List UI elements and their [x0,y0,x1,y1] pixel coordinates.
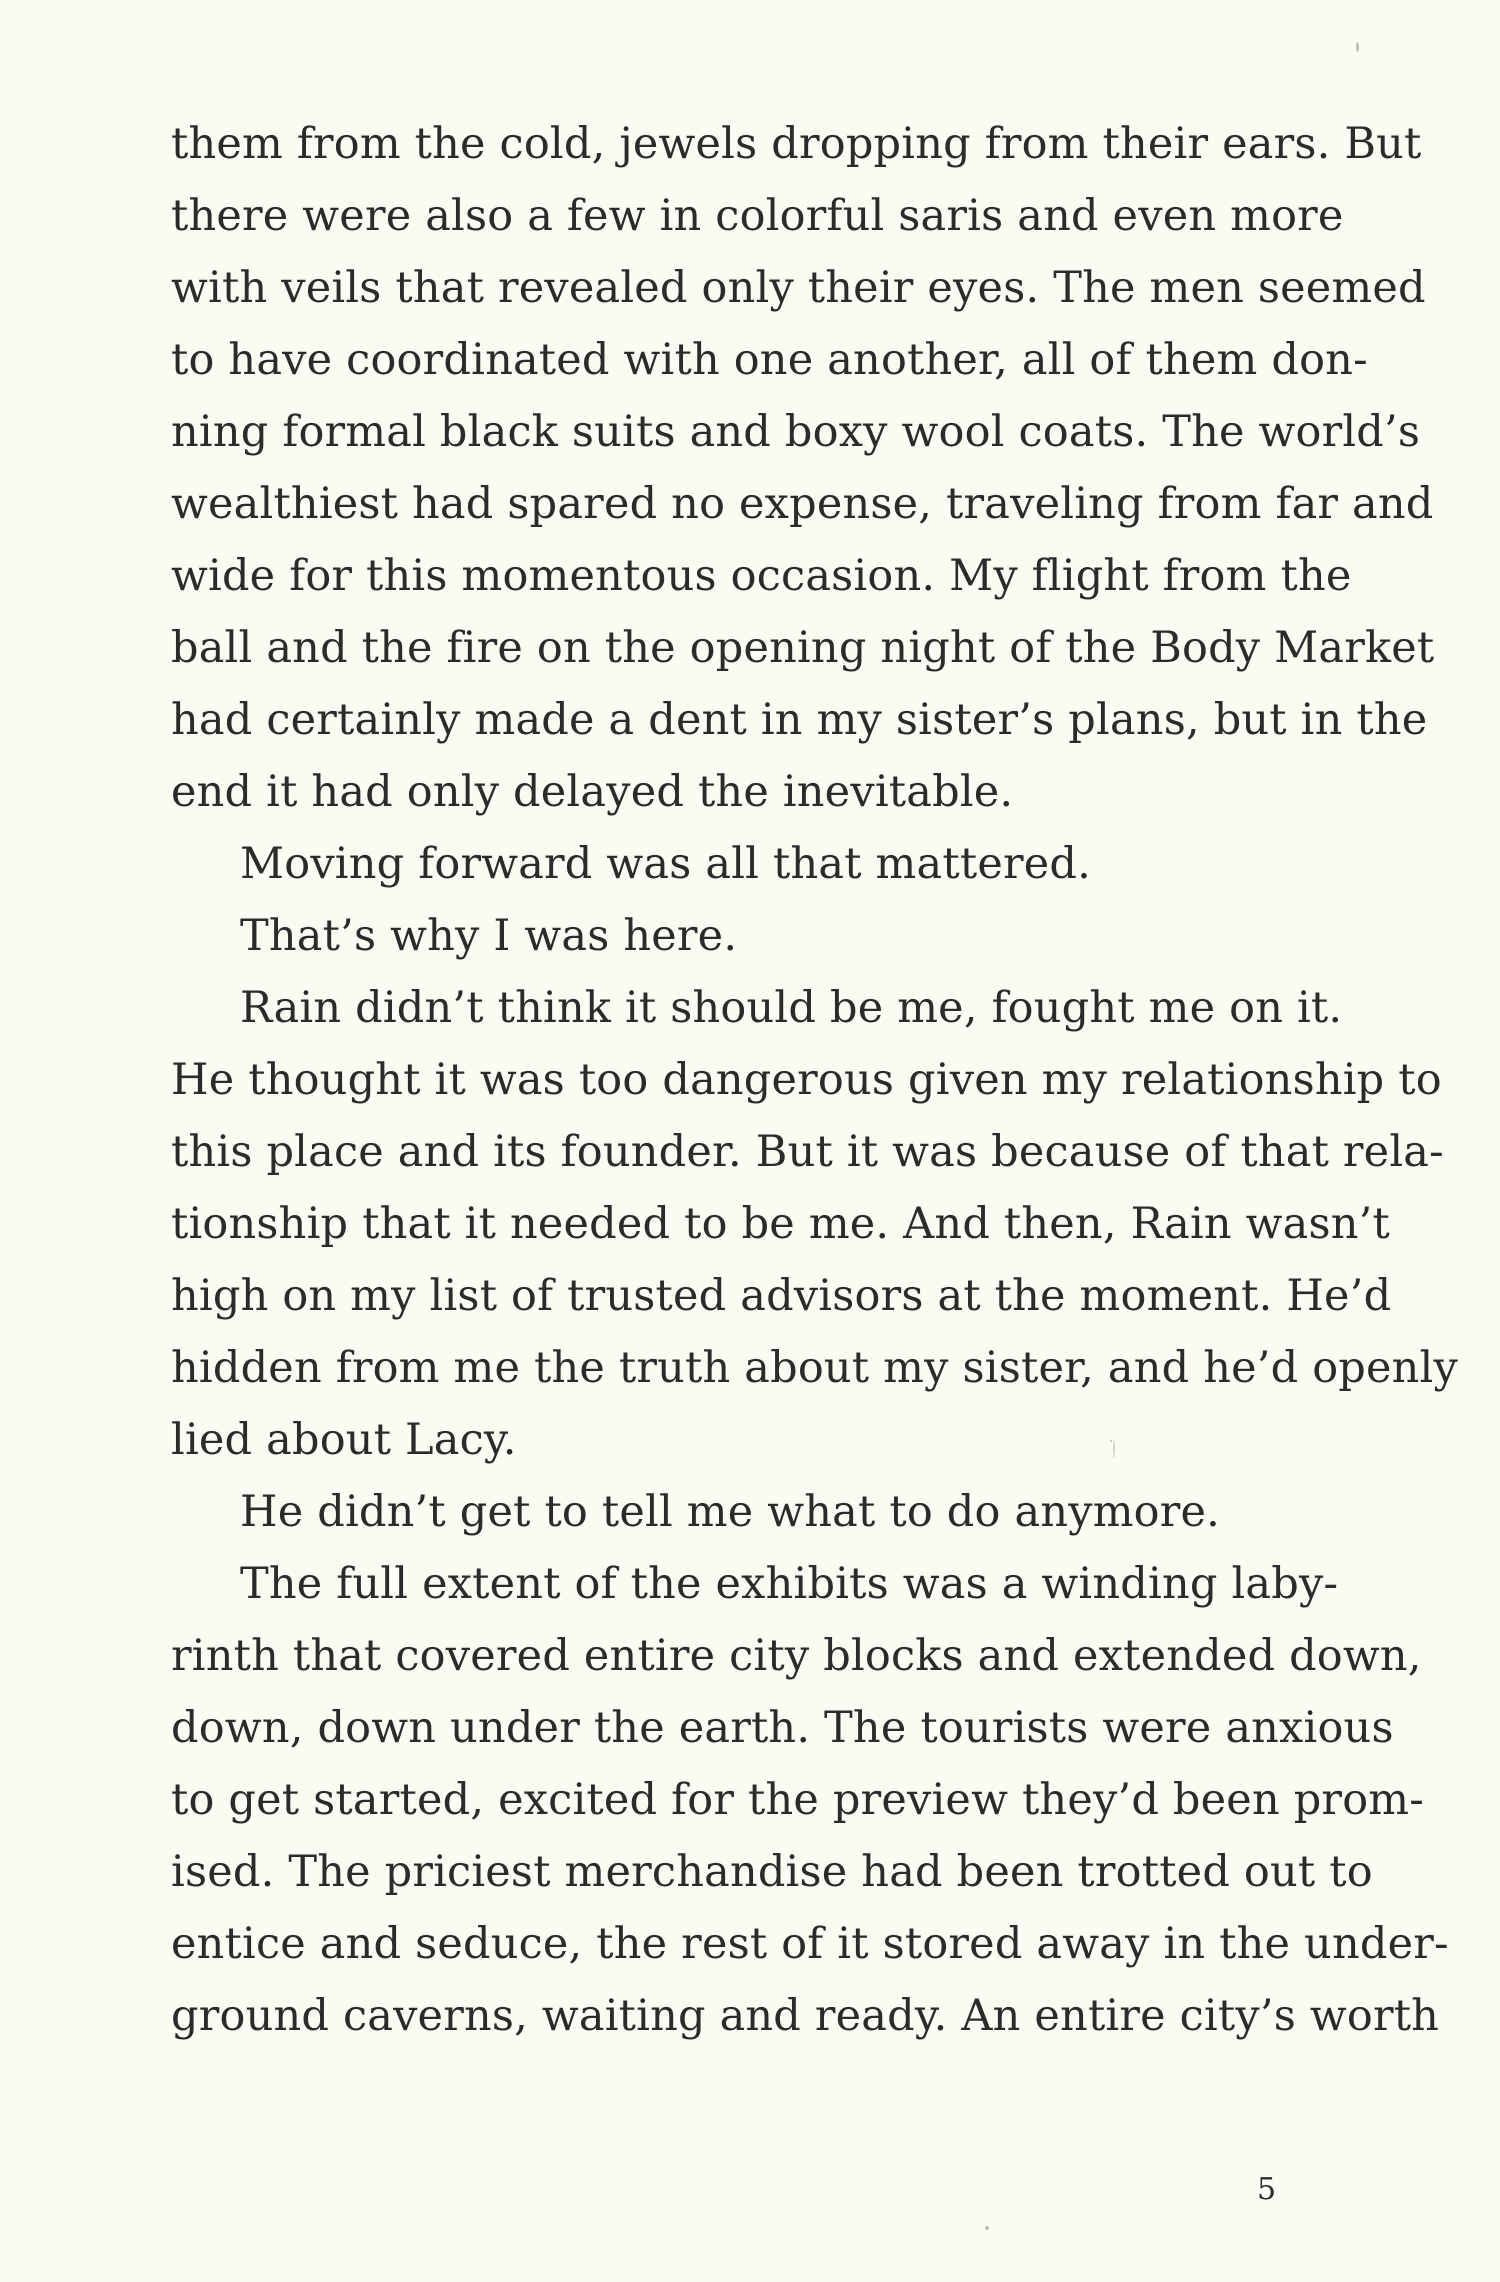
text-line: ning formal black suits and boxy wool coats. The world’s [171,407,1421,457]
text-line: That’s why I was here. [240,911,738,961]
text-line: to get started, excited for the preview they’d been prom- [171,1775,1424,1825]
text-line: Rain didn’t think it should be me, fought me on it. [240,983,1343,1033]
scan-speck [1356,42,1359,52]
text-line: this place and its founder. But it was because of that rela- [171,1127,1444,1177]
scan-speck [1113,1440,1115,1458]
text-line: tionship that it needed to be me. And then, Rain wasn’t [171,1199,1391,1249]
text-line: there were also a few in colorful saris and even more [171,191,1344,241]
text-line: Moving forward was all that mattered. [240,839,1091,889]
text-line: hidden from me the truth about my sister, and he’d openly [171,1343,1458,1393]
text-line: The full extent of the exhibits was a winding laby- [240,1559,1339,1609]
text-line: end it had only delayed the inevitable. [171,767,1014,817]
body-text [171,108,1458,2052]
text-line: them from the cold, jewels dropping from their ears. But [171,119,1422,169]
text-line: rinth that covered entire city blocks and extended down, [171,1631,1422,1681]
text-line: ground caverns, waiting and ready. An entire city’s worth [171,1991,1440,2041]
text-line: wide for this momentous occasion. My flight from the [171,551,1352,601]
scan-speck [985,2226,989,2230]
text-line: with veils that revealed only their eyes. The men seemed [171,263,1426,313]
page-number: 5 [1257,2172,1277,2207]
text-line: ball and the fire on the opening night of the Body Market [171,623,1435,673]
text-line: had certainly made a dent in my sister’s plans, but in the [171,695,1428,745]
scan-speck [1110,1440,1112,1442]
text-line: high on my list of trusted advisors at the moment. He’d [171,1271,1392,1321]
text-line: entice and seduce, the rest of it stored away in the under- [171,1919,1449,1969]
text-line: wealthiest had spared no expense, traveling from far and [171,479,1434,529]
text-line: He didn’t get to tell me what to do anymore. [240,1487,1221,1537]
text-line: down, down under the earth. The tourists were anxious [171,1703,1394,1753]
text-line: ised. The priciest merchandise had been trotted out to [171,1847,1373,1897]
text-line: He thought it was too dangerous given my relationship to [171,1055,1442,1105]
text-line: lied about Lacy. [171,1415,517,1465]
text-line: to have coordinated with one another, all of them don- [171,335,1368,385]
